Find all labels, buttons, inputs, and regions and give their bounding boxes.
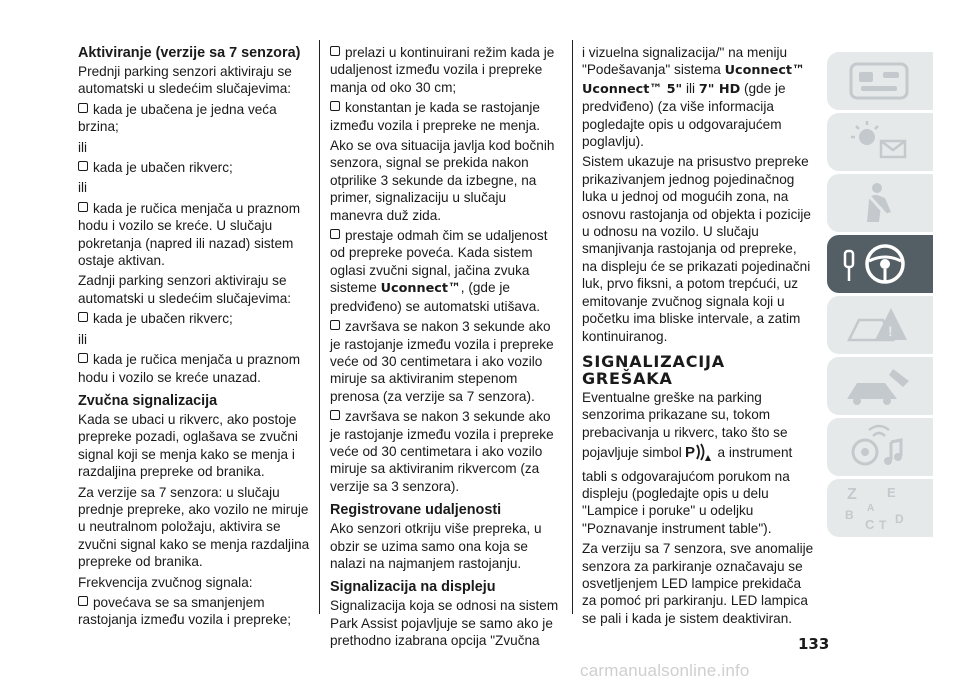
page-number: 133 bbox=[798, 635, 830, 653]
bullet-item: kada je ručica menjača u praznom hodu i vozilo se kreće. U slučaju pokretanja (napred ili nazad) sistem ostaje aktivan. bbox=[78, 200, 301, 269]
bullet-square-icon bbox=[78, 103, 88, 113]
watermark: carmanualsonline.info bbox=[580, 661, 750, 680]
bullet-square-icon bbox=[330, 320, 340, 330]
svg-text:T: T bbox=[879, 518, 887, 532]
bullet-item: povećava se sa smanjenjem rastojanja između vozila i prepreke; bbox=[78, 594, 292, 628]
paragraph: Za verziju sa 7 senzora, sve anomalije senzora za parkiranje označavaju se osvetljenjem LED lampice prekidača za pomoć pri parkiranju. LED lampica se pali i kada je sistem deaktiviran. bbox=[582, 541, 814, 626]
svg-text:B: B bbox=[845, 508, 854, 522]
paragraph: Frekvencija zvučnog signala: bbox=[78, 574, 253, 590]
tab-index[interactable] bbox=[827, 479, 933, 537]
paragraph: i vizuelna signalizacija/" na meniju "Podešavanja" sistema Uconnect™ Uconnect™ 5" ili 7" HD (gde je predviđeno) (za više informacija pogledajte opis u odgovarajućem poglavlju). bbox=[582, 45, 805, 150]
maintenance-icon bbox=[839, 361, 919, 411]
bullet-item: prelazi u kontinuirani režim kada je udaljenost između vozila i prepreke manja od oko 30 cm; bbox=[330, 45, 555, 95]
bullet-square-icon bbox=[78, 353, 88, 363]
bullet-square-icon bbox=[78, 202, 88, 212]
bullet-item: kada je ubačen rikverc; bbox=[78, 159, 310, 176]
svg-text:!: ! bbox=[888, 323, 893, 339]
bullet-square-icon bbox=[78, 161, 88, 171]
svg-text:C: C bbox=[865, 517, 875, 532]
tab-car-dashboard[interactable] bbox=[827, 52, 933, 110]
car-dashboard-icon bbox=[839, 56, 919, 106]
tab-warning-lights[interactable] bbox=[827, 113, 933, 171]
parking-sensor-fault-icon bbox=[684, 441, 712, 467]
paragraph: ili bbox=[78, 180, 88, 196]
seat-safety-icon bbox=[839, 178, 919, 228]
heading-zvucna: Zvučna signalizacija bbox=[78, 392, 218, 409]
svg-text:E: E bbox=[887, 485, 896, 500]
paragraph: ili bbox=[78, 331, 88, 347]
paragraph: Prednji parking senzori aktiviraju se automatski u sledećim slučajevima: bbox=[78, 64, 292, 97]
driving-icon bbox=[839, 239, 919, 289]
text-column-2 bbox=[330, 44, 562, 653]
column-divider bbox=[572, 40, 573, 614]
brand-uconnect: Uconnect™ bbox=[380, 281, 461, 297]
paragraph: Za verzije sa 7 senzora: u slučaju prednje prepreke, ako vozilo ne miruje u neutralnom položaju, aktivira se zvučni signal kako se menja razdaljina prepreke od branika. bbox=[78, 484, 310, 570]
svg-text:P: P bbox=[684, 444, 695, 462]
tab-multimedia[interactable] bbox=[827, 418, 933, 476]
bullet-item: kada je ručica menjača u praznom hodu i vozilo se kreće unazad. bbox=[78, 352, 301, 385]
tab-emergency[interactable] bbox=[827, 296, 933, 354]
emergency-icon bbox=[839, 300, 919, 350]
paragraph: Kada se ubaci u rikverc, ako postoje prepreke pozadi, oglašava se zvučni signal koji se menja kako se menja i razdaljina prepreke od branika. bbox=[78, 411, 298, 480]
chapter-tabs bbox=[827, 52, 933, 540]
heading-registrovane: Registrovane udaljenosti bbox=[330, 502, 502, 519]
text-column-1 bbox=[78, 44, 310, 632]
paragraph: Signalizacija koja se odnosi na sistem Park Assist pojavljuje se samo ako je prethodno izabrana opcija "Zvučna bbox=[330, 598, 559, 649]
svg-text:D: D bbox=[895, 512, 904, 526]
paragraph: Sistem ukazuje na prisustvo prepreke prikazivanjem jednog pojedinačnog luka u jednoj od mogućih zona, na osnovu rastojanja od objekta i pozicije u odnosu na vozilo. U slučaju smanjivanja rastojanja od prepreke, na displeju će se prikazati pojedinačni luk, prvo fiksni, a potom trepćući, uz emitovanje zvučnog signala koji u početku ima bliske intervale, a zatim kontinuiranog. bbox=[582, 154, 811, 344]
bullet-square-icon bbox=[330, 46, 340, 56]
index-icon bbox=[839, 483, 919, 533]
column-divider bbox=[319, 40, 320, 614]
bullet-square-icon bbox=[78, 596, 88, 606]
paragraph: Eventualne greške na parking senzorima prikazane su, tokom prebacivanja u rikverc, tako što se pojavljuje simbol P a instrument tabli s odgovarajućom porukom na displeju (pogledajte opis u delu "Lampice i poruke" u odeljku "Poznavanje instrument table"). bbox=[582, 389, 793, 536]
bullet-square-icon bbox=[330, 410, 340, 420]
bullet-square-icon bbox=[78, 312, 88, 322]
bullet-item: prestaje odmah čim se udaljenost od prepreke poveća. Kada sistem oglasi zvučni signal, jačina zvuka sisteme Uconnect™, (gde je predviđeno) se automatski utišava. bbox=[330, 228, 548, 314]
bullet-square-icon bbox=[330, 101, 340, 111]
svg-text:Z: Z bbox=[847, 486, 857, 503]
heading-aktiviranje: Aktiviranje (verzije sa 7 senzora) bbox=[78, 45, 301, 61]
bullet-item: kada je ubačena je jedna veća brzina; bbox=[78, 101, 277, 135]
tab-seat-safety[interactable] bbox=[827, 174, 933, 232]
bullet-item: kada je ubačen rikverc; bbox=[78, 310, 310, 327]
paragraph: Ako se ova situacija javlja kod bočnih senzora, signal se prekida nakon otprilike 3 sekunde da izbegne, na primer, signalizaciju u slučaju manevra duž zida. bbox=[330, 138, 555, 223]
tab-driving[interactable] bbox=[827, 235, 933, 293]
bullet-item: konstantan je kada se rastojanje između vozila i prepreke ne menja. bbox=[330, 100, 541, 133]
heading-signalizacija-displej: Signalizacija na displeju bbox=[330, 579, 496, 596]
paragraph: Ako senzori otkriju više prepreka, u obzir se uzima samo ona koja se nalazi na najmanjem rastojanju. bbox=[330, 521, 542, 571]
tab-maintenance[interactable] bbox=[827, 357, 933, 415]
paragraph: ili bbox=[78, 139, 88, 155]
heading-signalizacija-gresaka: SIGNALIZACIJA GREŠAKA bbox=[582, 351, 725, 388]
bullet-square-icon bbox=[330, 229, 340, 239]
paragraph: Zadnji parking senzori aktiviraju se automatski u sledećim slučajevima: bbox=[78, 273, 292, 306]
bullet-item: završava se nakon 3 sekunde ako je rastojanje između vozila i prepreke veće od 30 centimetara i ako vozilo miruje sa aktiviranim rikvercom (za verzije sa 3 senzora). bbox=[330, 409, 554, 494]
multimedia-icon bbox=[839, 422, 919, 472]
warning-lights-icon bbox=[839, 117, 919, 167]
bullet-item: završava se nakon 3 sekunde ako je rastojanje između vozila i prepreke veće od 30 centimetara i ako vozilo miruje sa aktiviranim stepenom prenosa (za verzije sa 7 senzora). bbox=[330, 319, 554, 404]
svg-text:A: A bbox=[867, 503, 875, 514]
text-column-3 bbox=[582, 44, 814, 630]
